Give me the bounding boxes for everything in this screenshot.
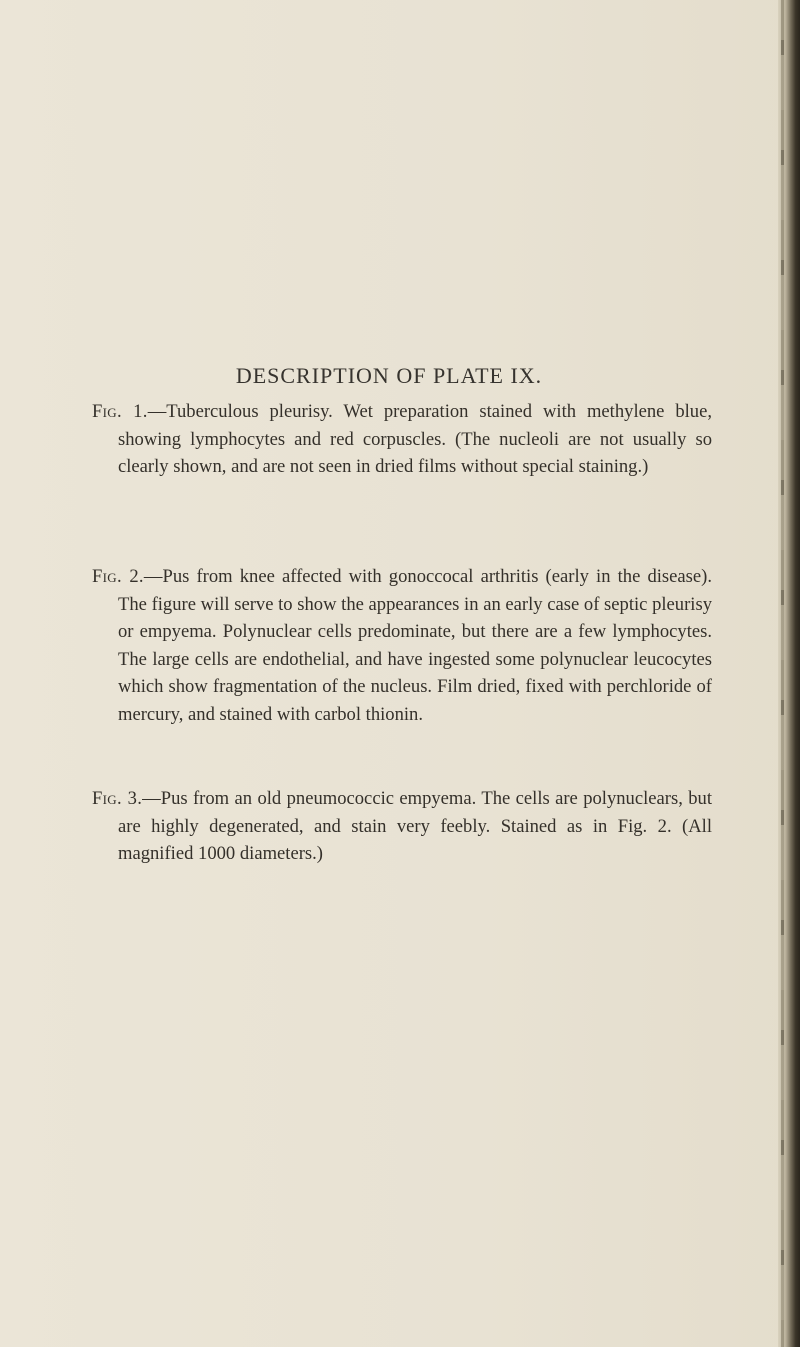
figure-label: Fig. 2. [92,566,144,587]
figure-label: Fig. 3. [92,788,143,809]
figure-text: —Tuberculous pleurisy. Wet preparation stained with methylene blue, showing lymphocytes and red corpuscles. (The nucleoli are not usually so clearly shown, and are not seen in dried films without special staining.) [118,401,712,478]
figure-description-3 [92,785,712,868]
figure-text: —Pus from knee affected with gonoccocal arthritis (early in the disease). The figure will serve to show the appearances in an early case of septic pleurisy or empyema. Polynuclear cells predominate, but there are a few lymphocytes. The large cells are endothelial, and have ingested some polynuclear leucocytes which show fragmentation of the nucleus. Film dried, fixed with perchloride of mercury, and stained with carbol thionin. [118,566,712,725]
figure-paragraph [92,398,712,481]
figure-label: Fig. 1. [92,401,148,422]
figure-paragraph [92,785,712,868]
figure-description-1 [92,398,712,481]
book-spine-edge [781,0,784,1347]
figure-text: —Pus from an old pneumococcic empyema. The cells are polynuclears, but are highly degenerated, and stain very feebly. Stained as in Fig. 2. (All magnified 1000 diameters.) [118,788,712,865]
figure-description-2 [92,563,712,729]
figure-paragraph [92,563,712,729]
plate-title: DESCRIPTION OF PLATE IX. [235,363,543,388]
